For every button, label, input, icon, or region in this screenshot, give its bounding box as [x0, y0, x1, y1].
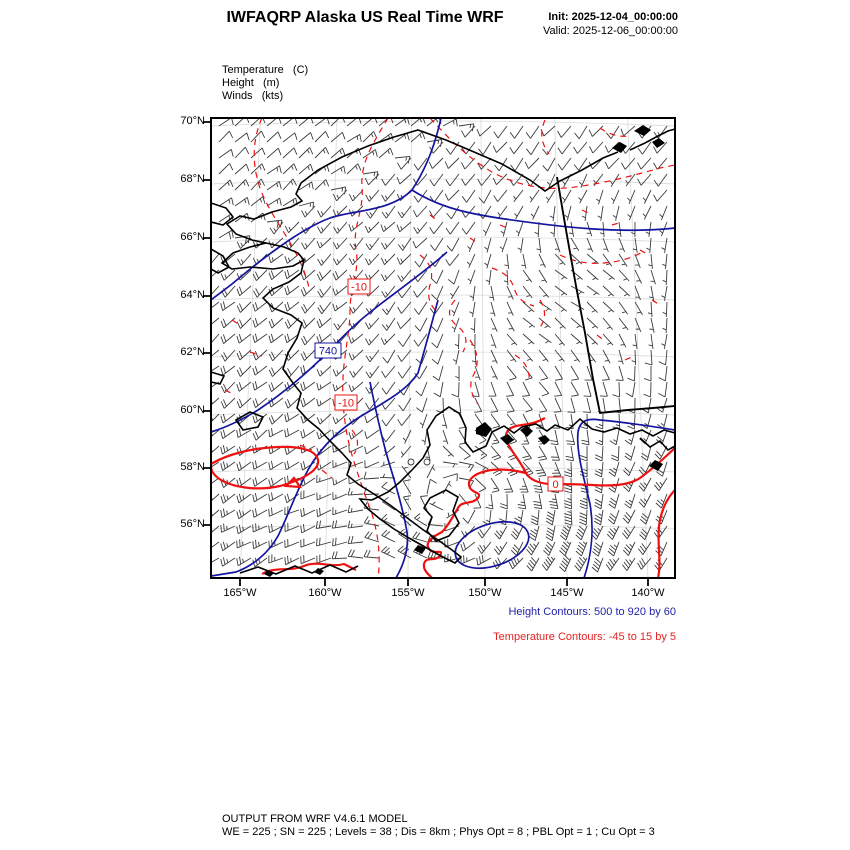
lon-label-165w: 165°W	[223, 587, 257, 599]
legend-winds: Winds (kts)	[222, 90, 284, 102]
init-timestamp: Init: 2025-12-04_00:00:00	[548, 11, 678, 23]
lat-label-68n: 68°N	[180, 173, 205, 185]
legend-height: Height (m)	[222, 77, 280, 89]
temperature-contours-dashed	[225, 118, 675, 578]
lon-label-140w: 140°W	[631, 587, 665, 599]
lat-label-66n: 66°N	[180, 231, 205, 243]
temp-label-mid: -10	[338, 397, 354, 410]
footer-model-line: OUTPUT FROM WRF V4.6.1 MODEL	[222, 813, 408, 825]
page-title: IWFAQRP Alaska US Real Time WRF	[226, 9, 504, 26]
lat-label-58n: 58°N	[180, 461, 205, 473]
legend-temperature: Temperature (C)	[222, 64, 309, 76]
temperature-contours-solid	[211, 418, 675, 578]
valid-timestamp: Valid: 2025-12-06_00:00:00	[543, 25, 678, 37]
lat-label-70n: 70°N	[180, 115, 205, 127]
lat-label-64n: 64°N	[180, 289, 205, 301]
footer-config-line: WE = 225 ; SN = 225 ; Levels = 38 ; Dis = 8km ; Phys Opt = 8 ; PBL Opt = 1 ; Cu Opt = 3	[222, 826, 655, 838]
lon-label-160w: 160°W	[308, 587, 342, 599]
lat-label-60n: 60°N	[180, 404, 205, 416]
temp-label-zero: 0	[552, 479, 559, 491]
coastline	[211, 129, 675, 574]
height-label-740: 740	[318, 345, 338, 358]
lat-label-56n: 56°N	[180, 518, 205, 530]
lat-label-62n: 62°N	[180, 346, 205, 358]
height-contour-caption: Height Contours: 500 to 920 by 60	[508, 606, 676, 618]
temp-label-upper: -10	[351, 281, 367, 294]
lon-label-145w: 145°W	[550, 587, 584, 599]
wind-barb-field	[205, 116, 667, 572]
lon-label-150w: 150°W	[468, 587, 502, 599]
temperature-contour-caption: Temperature Contours: -45 to 15 by 5	[493, 631, 676, 643]
lon-label-155w: 155°W	[391, 587, 425, 599]
